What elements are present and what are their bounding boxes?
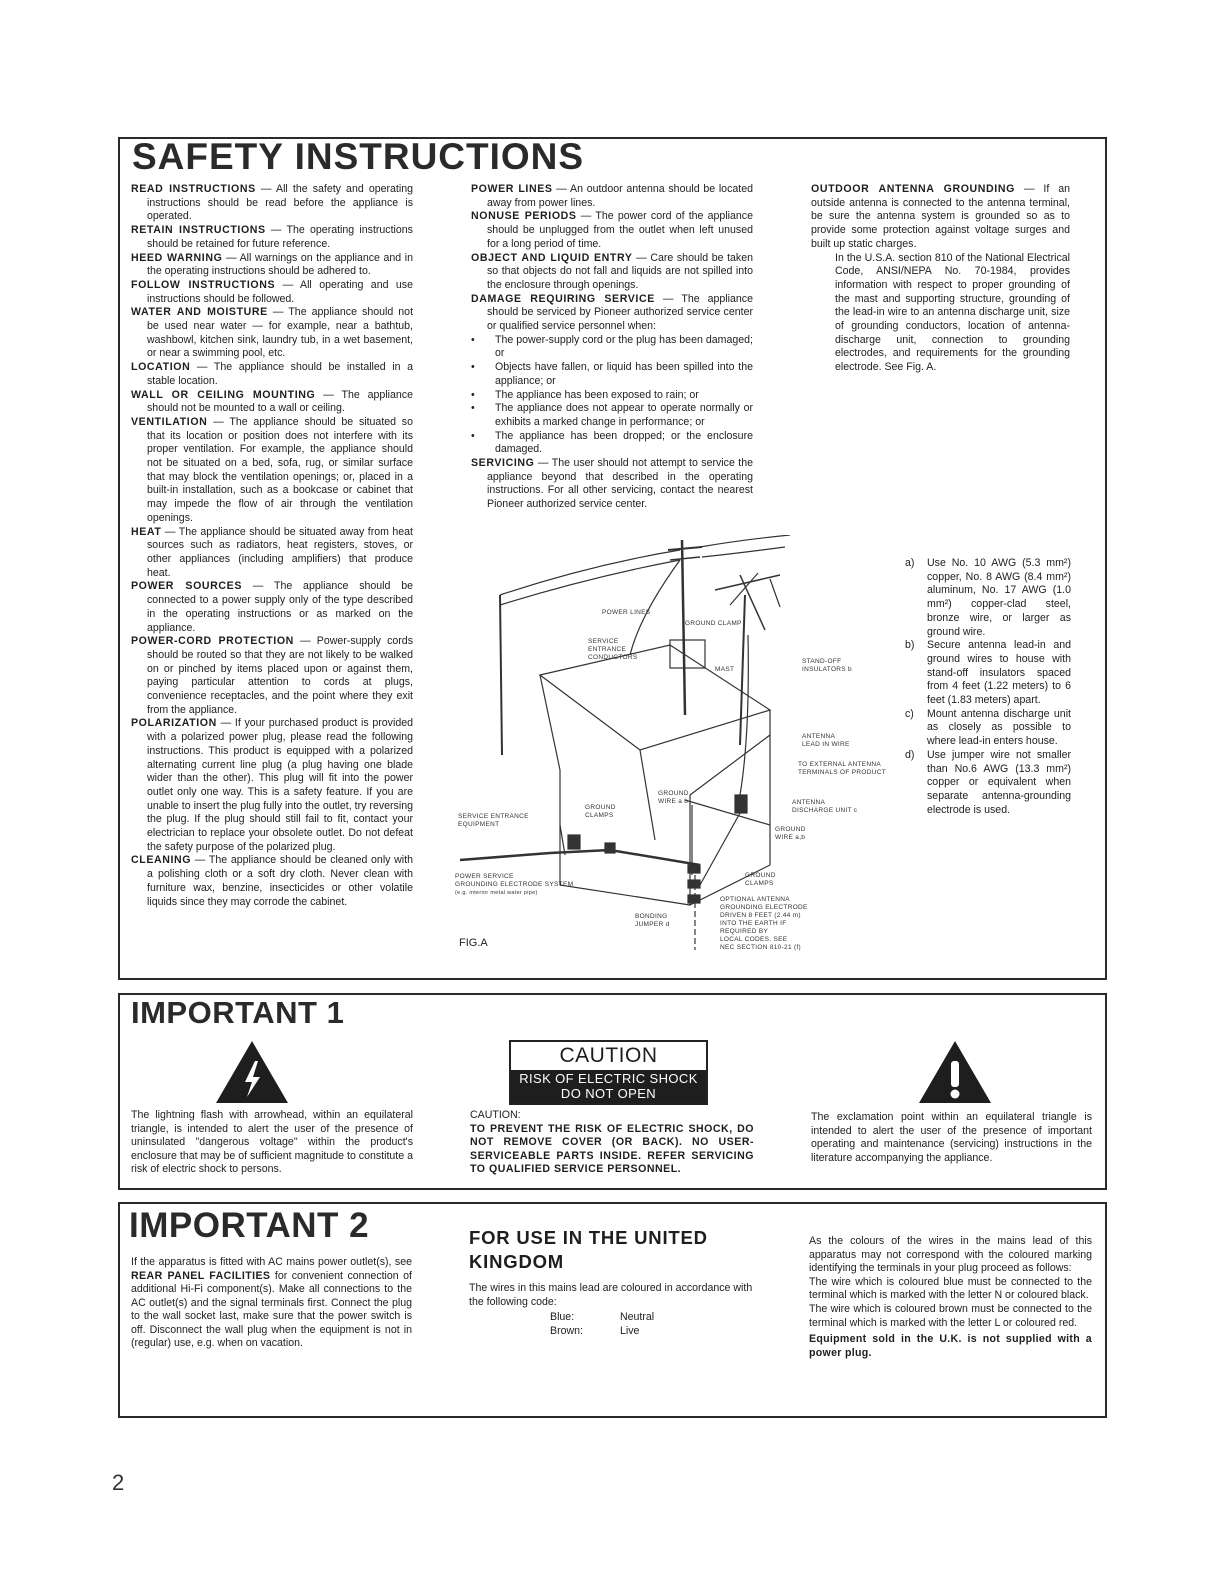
safety-entry: NONUSE PERIODS — The power cord of the appliance should be unplugged from the outlet when left unused for a long period of time. (471, 210, 753, 250)
safety-column-2 (471, 183, 753, 512)
safety-entry-heading: VENTILATION (131, 415, 208, 428)
safety-entry-text: The appliance should be serviced by Pioneer authorized service center or qualified service personnel when: (487, 292, 753, 333)
bullet-dot-icon: • (471, 333, 475, 346)
fig-note-item (905, 639, 1071, 708)
damage-bullet-item (471, 334, 753, 361)
safety-entry-heading: NONUSE PERIODS (471, 210, 577, 223)
bullet-dot-icon: • (471, 388, 475, 401)
label-leadin-2: LEAD IN WIRE (802, 741, 850, 748)
important-2-text-before: If the apparatus is fitted with AC mains power outlet(s), see (131, 1256, 412, 1268)
damage-bullet-text: The power-supply cord or the plug has been damaged; or (495, 333, 753, 360)
exclamation-explanation: The exclamation point within an equilateral triangle is intended to alert the user of the presence of important operating and maintenance (servicing) instructions in the literature accompanying the appliance. (811, 1111, 1092, 1164)
safety-entry-text: All the safety and operating instructions should be read before the appliance is operated. (147, 183, 414, 223)
damage-bullet-text: The appliance has been dropped; or the enclosure damaged. (495, 429, 753, 456)
safety-entry: HEAT — The appliance should be situated away from heat sources such as radiators, heat registers, stoves, or other appliances (including amplifiers) that produce heat. (131, 525, 413, 579)
safety-entry-heading: WATER AND MOISTURE (131, 306, 268, 319)
safety-entry: HEED WARNING — All warnings on the appliance and in the operating instructions should be adhered to. (131, 251, 413, 278)
label-ground-clamps-1: GROUND (585, 804, 616, 811)
label-optional-1: OPTIONAL ANTENNA (720, 896, 790, 903)
label-electrode-system-2: GROUNDING ELECTRODE SYSTEM (455, 881, 574, 888)
safety-title: SAFETY INSTRUCTIONS (132, 136, 585, 177)
safety-entry-text: The appliance should be cleaned only with a polishing cloth or a soft dry cloth. Never clean with furniture wax, benzine, insecticides or other volatile liquids since they may corrode the cabinet. (147, 854, 413, 908)
label-ground-clamps-2: CLAMPS (585, 812, 614, 819)
label-service-3: CONDUCTORS (588, 654, 638, 661)
grounding-entry: OUTDOOR ANTENNA GROUNDING — If an outside antenna is connected to the antenna terminal, be sure the antenna system is grounded so as to provide some protection against voltage surges and built up static charges. (811, 183, 1071, 250)
safety-entry-text: An outdoor antenna should be located away from power lines. (487, 183, 753, 209)
label-discharge-2: DISCHARGE UNIT c (792, 807, 858, 814)
label-service-1: SERVICE (588, 638, 619, 645)
label-optional-3: DRIVEN 8 FEET (2.44 m) (720, 912, 801, 919)
safety-entry-text: The appliance should not be used near water — for example, near a bathtub, washbowl, kitchen sink, laundry tub, in a wet basement, or near a swimming pool, etc. (147, 306, 414, 360)
safety-entry-heading: CLEANING (131, 854, 192, 867)
uk-para-2: The wire which is coloured blue must be connected to the terminal which is marked with the letter N or coloured black. (809, 1275, 1092, 1302)
label-service-equipment-1: SERVICE ENTRANCE (458, 813, 529, 820)
label-terminals-2: TERMINALS OF PRODUCT (798, 769, 886, 776)
safety-column-1 (131, 183, 413, 909)
wire-colour-table (550, 1310, 710, 1338)
safety-entry-text: The appliance should be situated so that its location or position does not interfere with its proper ventilation. For example, the appliance should not be situated on a bed, sofa, rug, or similar surface that may block the ventilation openings; or, placed in a built-in installation, such as a bookcase or cabinet that may impede the flow of air through the ventilation openings. (147, 415, 413, 524)
uk-para-3: The wire which is coloured brown must be connected to the terminal which is marked with the letter L or coloured red. (809, 1302, 1092, 1329)
label-bonding-2: JUMPER d (635, 921, 670, 928)
uk-no-plug: Equipment sold in the U.K. is not supplied with a power plug. (809, 1333, 1092, 1359)
damage-bullet-text: The appliance does not appear to operate normally or exhibits a marked change in performance; or (495, 402, 753, 428)
safety-entry-heading: POWER LINES (471, 183, 553, 195)
safety-entry: RETAIN INSTRUCTIONS — The operating instructions should be retained for future reference. (131, 224, 413, 250)
safety-entry: VENTILATION — The appliance should be situated so that its location or position does not interfere with its proper ventilation. For example, the appliance should not be situated on a bed, sofa, rug, or similar surface that may block the ventilation openings; or, placed in a built-in installation, such as a bookcase or cabinet that may impede the flow of air through the ventilation openings. (131, 415, 413, 524)
label-optional-6: LOCAL CODES. SEE (720, 936, 788, 943)
fig-note-text: Secure antenna lead-in and ground wires to house with stand-off insulators spaced from 4 feet (1.22 meters) to 6 feet (1.83 meters) apart. (927, 639, 1071, 707)
wire-row (550, 1310, 710, 1324)
label-service-equipment-2: EQUIPMENT (458, 821, 500, 828)
important-2-text (131, 1256, 412, 1351)
caution-risk (511, 1070, 706, 1103)
label-optional-7: NEC SECTION 810-21 (f) (720, 944, 802, 951)
label-leadin-1: ANTENNA (802, 733, 836, 740)
safety-entry: READ INSTRUCTIONS — All the safety and operating instructions should be read before the appliance is operated. (131, 183, 414, 223)
servicing-entry: SERVICING — The user should not attempt to service the appliance beyond that described in the operating instructions. For all other servicing, contact the nearest Pioneer authorized service center. (471, 457, 754, 511)
damage-bullet-item (471, 361, 753, 388)
label-optional-4: INTO THE EARTH IF (720, 920, 787, 927)
grounding-text: If an outside antenna is connected to the antenna terminal, be sure the antenna system is grounded so as to provide some protection against voltage surges and built up static charges. (811, 183, 1071, 250)
safety-entry: WATER AND MOISTURE — The appliance should not be used near water — for example, near a bathtub, washbowl, kitchen sink, laundry tub, in a wet basement, or near a swimming pool, etc. (131, 306, 414, 360)
safety-entry: FOLLOW INSTRUCTIONS — All operating and use instructions should be followed. (131, 278, 413, 305)
grounding-para2: In the U.S.A. section 810 of the National Electrical Code, ANSI/NEPA No. 70-1984, provides information with respect to proper grounding of the mast and supporting structure, grounding of the lead-in wire to an antenna discharge unit, size of grounding conductors, location of antenna-discharge unit, connection to grounding electrodes, and requirements for the grounding electrode. See Fig. A. (835, 251, 1070, 374)
safety-entry: DAMAGE REQUIRING SERVICE — The appliance should be serviced by Pioneer authorized service center or qualified service personnel when: (471, 292, 753, 333)
exclamation-warning-icon (917, 1039, 993, 1105)
label-mast: MAST (715, 666, 735, 673)
grounding-column (811, 183, 1070, 375)
wire-colour: Brown: (550, 1325, 583, 1337)
label-optional-2: GROUNDING ELECTRODE (720, 904, 808, 911)
label-bonding-1: BONDING (635, 913, 668, 920)
damage-bullet-item (471, 430, 753, 457)
safety-entry-heading: LOCATION (131, 361, 191, 374)
label-optional-5: REQUIRED BY (720, 928, 769, 935)
safety-entry-heading: POWER SOURCES (131, 580, 243, 593)
label-power-lines: POWER LINES (602, 609, 651, 616)
label-standoff-1: STAND-OFF (802, 658, 842, 665)
caution-risk-line-2: DO NOT OPEN (560, 1086, 657, 1101)
label-ground-clamps-b-1: GROUND (745, 872, 776, 879)
damage-bullet-text: The appliance has been exposed to rain; or (495, 388, 699, 401)
servicing-text: The user should not attempt to service the appliance beyond that described in the operating instructions. For all other servicing, contact the nearest Pioneer authorized service center. (487, 457, 754, 511)
safety-entry-text: The appliance should be installed in a stable location. (147, 361, 413, 387)
caution-heading: CAUTION: (470, 1109, 521, 1121)
safety-entry: POLARIZATION — If your purchased product is provided with a polarized power plug, please read the following instructions. This product is equipped with a polarized alternating current line plug (a plug having one blade wider than the other). This plug will fit into the power outlet only one way. This is a safety feature. If you are unable to insert the plug fully into the outlet, try reversing the plug. If the plug should still fail to fit, contact your electrician to replace your obsolete outlet. Do not defeat the safety purpose of the polarized plug. (131, 717, 414, 853)
safety-entry-heading: OBJECT AND LIQUID ENTRY (471, 251, 633, 264)
safety-entry-text: All operating and use instructions should be followed. (147, 278, 413, 305)
grounding-heading: OUTDOOR ANTENNA GROUNDING (811, 183, 1015, 195)
wire-colour: Blue: (550, 1311, 575, 1323)
fig-note-text: Mount antenna discharge unit as closely as possible to where lead-in enters house. (927, 707, 1071, 748)
damage-bullet-text: Objects have fallen, or liquid has been spilled into the appliance; or (495, 361, 753, 387)
safety-entry: POWER LINES — An outdoor antenna should be located away from power lines. (471, 183, 753, 209)
label-ground-wire-1: GROUND (658, 790, 689, 797)
label-electrode-system-3: (e.g. interior metal water pipe) (455, 890, 538, 896)
safety-entry-heading: READ INSTRUCTIONS (131, 183, 256, 195)
label-service-2: ENTRANCE (588, 646, 627, 653)
bullet-dot-icon: • (471, 402, 475, 415)
uk-para-1: As the colours of the wires in the mains lead of this apparatus may not correspond with the coloured marking identifying the terminals in your plug proceed as follows: (809, 1235, 1092, 1275)
safety-entry-text: If your purchased product is provided with a polarized power plug, please read the following instructions. This product is equipped with a polarized alternating current line plug (a plug having one blade wider than the other). This plug will fit into the power outlet only one way. This is a safety feature. If you are unable to insert the plug fully into the outlet, try reversing the plug. If the plug should still fail to fit, contact your electrician to replace your obsolete outlet. Do not defeat the safety purpose of the polarized plug. (147, 717, 414, 853)
antenna-grounding-figure (440, 535, 900, 955)
fig-notes (905, 557, 1071, 817)
fig-note-label: b) (905, 639, 915, 652)
rear-panel-facilities: REAR PANEL FACILITIES (131, 1269, 271, 1282)
safety-entry: LOCATION — The appliance should be installed in a stable location. (131, 361, 413, 387)
fig-note-item (905, 708, 1071, 749)
safety-entry-heading: DAMAGE REQUIRING SERVICE (471, 292, 655, 305)
bullet-dot-icon: • (471, 429, 475, 442)
safety-entry-text: All warnings on the appliance and in the operating instructions should be adhered to. (147, 251, 413, 278)
fig-note-label: a) (905, 557, 915, 569)
servicing-heading: SERVICING (471, 457, 535, 470)
safety-entry-text: The appliance should not be mounted to a wall or ceiling. (147, 388, 413, 415)
damage-bullet-item (471, 389, 753, 403)
fig-note-text: Use jumper wire not smaller than No.6 AWG (13.3 mm²) copper or equivalent when separate antenna-grounding electrode is used. (927, 748, 1071, 816)
safety-entry-heading: POWER-CORD PROTECTION (131, 635, 294, 648)
figure-caption: FIG.A (459, 937, 488, 949)
important-2-text-after: for convenient connection of additional Hi-Fi component(s). Make all connections to the AC outlet(s) and the signal terminals first. Connect the plug to the wall socket last, make sure that the power switch is off. Disconnect the wall plug when the equipment is not in (regular) use, e.g. when on vacation. (131, 1269, 413, 1349)
page-number: 2 (112, 1470, 125, 1495)
label-terminals-1: TO EXTERNAL ANTENNA (798, 761, 881, 768)
wire-row (550, 1324, 710, 1338)
important-1-title: IMPORTANT 1 (131, 995, 345, 1030)
safety-entry: CLEANING — The appliance should be cleaned only with a polishing cloth or a soft dry cloth. Never clean with furniture wax, benzine, insecticides or other volatile liquids since they may corrode the cabinet. (131, 854, 413, 908)
safety-entry: POWER SOURCES — The appliance should be connected to a power supply only of the type described in the operating instructions or as marked on the appliance. (131, 580, 414, 634)
fig-note-label: d) (905, 748, 915, 761)
uk-title: FOR USE IN THE UNITED KINGDOM (469, 1227, 708, 1272)
fig-note-item (905, 557, 1071, 639)
safety-entry: WALL OR CEILING MOUNTING — The appliance should not be mounted to a wall or ceiling. (131, 388, 413, 415)
safety-entry-heading: WALL OR CEILING MOUNTING (131, 388, 316, 401)
fig-note-text: Use No. 10 AWG (5.3 mm²) copper, No. 8 AWG (8.4 mm²) aluminum, No. 17 AWG (1.0 mm²) copper-clad steel, bronze wire, or larger as ground wire. (927, 557, 1071, 638)
safety-entry-text: The appliance should be connected to a power supply only of the type described in the operating instructions or as marked on the appliance. (147, 580, 414, 634)
label-ground-wire-b-1: GROUND (775, 826, 806, 833)
caution-text: TO PREVENT THE RISK OF ELECTRIC SHOCK, DO NOT REMOVE COVER (OR BACK). NO USER-SERVICEABLE PARTS INSIDE. REFER SERVICING TO QUALIFIED SERVICE PERSONNEL. (470, 1122, 754, 1175)
safety-entry-heading: POLARIZATION (131, 717, 217, 730)
safety-entry: POWER-CORD PROTECTION — Power-supply cords should be routed so that they are not likely to be walked on or pinched by items placed upon or against them, paying particular attention to cords at plugs, convenience receptacles, and the point where they exit from the appliance. (131, 635, 413, 716)
damage-bullet-item (471, 402, 753, 429)
safety-entry-text: Power-supply cords should be routed so that they are not likely to be walked on or pinched by items placed upon or against them, paying particular attention to cords at plugs, convenience receptacles, and the point where they exit from the appliance. (147, 635, 413, 716)
lightning-explanation: The lightning flash with arrowhead, within an equilateral triangle, is intended to alert the user of the presence of uninsulated "dangerous voltage" within the product's enclosure that may be of sufficient magnitude to constitute a risk of electric shock to persons. (131, 1109, 413, 1175)
uk-intro: The wires in this mains lead are coloured in accordance with the following code: (469, 1282, 753, 1308)
label-electrode-system-1: POWER SERVICE (455, 873, 514, 880)
caution-title: CAUTION (559, 1044, 658, 1067)
safety-entry-text: The operating instructions should be retained for future reference. (147, 224, 413, 250)
label-ground-wire-b-2: WIRE a,b (775, 834, 806, 841)
label-ground-clamp-1: GROUND CLAMP (685, 620, 742, 627)
wire-meaning: Neutral (620, 1311, 655, 1323)
caution-risk-line-1: RISK OF ELECTRIC SHOCK (519, 1071, 698, 1086)
uk-instructions (809, 1235, 1092, 1360)
label-discharge-1: ANTENNA (792, 799, 826, 806)
fig-note-item (905, 749, 1071, 818)
lightning-warning-icon (214, 1039, 290, 1105)
label-standoff-2: INSULATORS b (802, 666, 852, 673)
label-ground-clamps-b-2: CLAMPS (745, 880, 774, 887)
label-ground-wire-2: WIRE a b (658, 798, 689, 805)
safety-entry-text: The power cord of the appliance should be unplugged from the outlet when left unused for a long period of time. (487, 210, 753, 250)
safety-entry-heading: HEED WARNING (131, 251, 223, 264)
important-2-title: IMPORTANT 2 (129, 1206, 370, 1245)
safety-entry-heading: FOLLOW INSTRUCTIONS (131, 278, 276, 291)
wire-meaning: Live (620, 1325, 640, 1337)
caution-block (470, 1109, 754, 1177)
bullet-dot-icon: • (471, 361, 475, 374)
safety-entry-heading: RETAIN INSTRUCTIONS (131, 224, 266, 237)
safety-entry-text: Care should be taken so that objects do not fall and liquids are not spilled into the enclosure through openings. (487, 251, 753, 291)
safety-entry-text: The appliance should be situated away from heat sources such as radiators, heat registers, stoves, or other appliances (including amplifiers) that produce heat. (147, 525, 413, 579)
safety-entry-heading: HEAT (131, 525, 162, 538)
fig-note-label: c) (905, 707, 914, 720)
safety-entry: OBJECT AND LIQUID ENTRY — Care should be taken so that objects do not fall and liquids are not spilled into the enclosure through openings. (471, 251, 753, 291)
caution-label (509, 1040, 708, 1105)
